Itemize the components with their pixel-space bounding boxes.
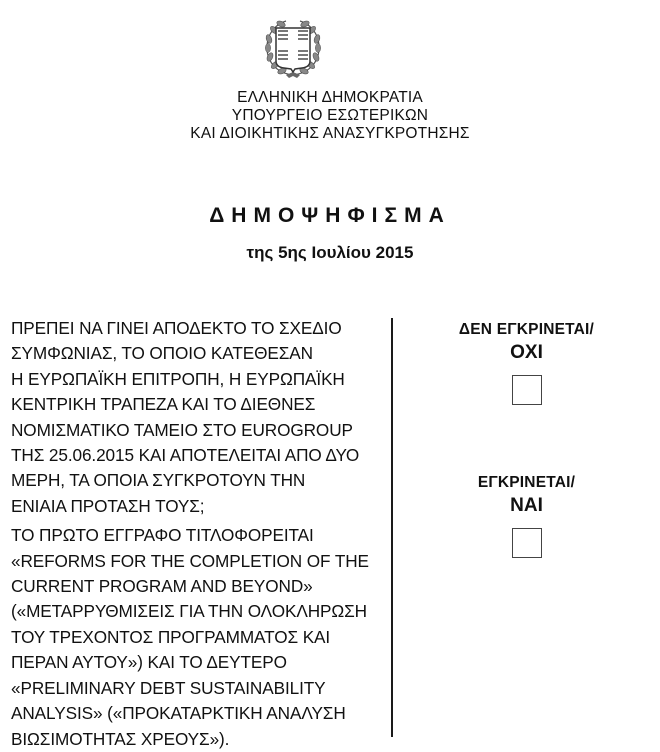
question-line: ΕΝΙΑΙΑ ΠΡΟΤΑΣΗ ΤΟΥΣ; <box>11 495 205 516</box>
ballot-title: ΔΗΜΟΨΗΦΙΣΜΑ <box>209 204 451 227</box>
question-line: ΒΙΩΣΙΜΟΤΗΤΑΣ ΧΡΕΟΥΣ»). <box>11 728 230 749</box>
question-line: ANALYSIS» («ΠΡΟΚΑΤΑΡΚΤΙΚΗ ΑΝΑΛΥΣΗ <box>11 703 346 724</box>
question-line: ΚΕΝΤΡΙΚΗ ΤΡΑΠΕΖΑ ΚΑΙ ΤΟ ΔΙΕΘΝΕΣ <box>11 394 316 415</box>
question-line: ΠΡΕΠΕΙ ΝΑ ΓΙΝΕΙ ΑΠΟΔΕΚΤΟ ΤΟ ΣΧΕΔΙΟ <box>11 318 342 338</box>
question-line: ΣΥΜΦΩΝΙΑΣ, ΤΟ ΟΠΟΙΟ ΚΑΤΕΘΕΣΑΝ <box>11 343 313 364</box>
header-line-republic: ΕΛΛΗΝΙΚΗ ΔΗΜΟΚΡΑΤΙΑ <box>237 89 423 106</box>
issuing-authority <box>0 89 660 143</box>
question-line: ΤΟ ΠΡΩΤΟ ΕΓΓΡΑΦΟ ΤΙΤΛΟΦΟΡΕΙΤΑΙ <box>11 525 314 546</box>
question-line: ΠΕΡΑΝ ΑΥΤΟΥ») ΚΑΙ ΤΟ ΔΕΥΤΕΡΟ <box>11 652 287 673</box>
question-line: CURRENT PROGRAM AND BEYOND» <box>11 576 313 597</box>
referendum-question <box>11 316 386 752</box>
option-no-answer: ΟΧΙ <box>510 342 543 363</box>
header-line-ministry-cont: ΚΑΙ ΔΙΟΙΚΗΤΙΚΗΣ ΑΝΑΣΥΓΚΡΟΤΗΣΗΣ <box>190 125 470 142</box>
option-yes <box>393 473 660 558</box>
option-no <box>393 320 660 405</box>
question-line: Η ΕΥΡΩΠΑΪΚΗ ΕΠΙΤΡΟΠΗ, Η ΕΥΡΩΠΑΪΚΗ <box>11 368 345 389</box>
option-no-label: ΔΕΝ ΕΓΚΡΙΝΕΤΑΙ/ <box>458 321 595 338</box>
coat-of-arms-icon <box>262 15 324 81</box>
question-line: ΝΟΜΙΣΜΑΤΙΚΟ ΤΑΜΕΙΟ ΣΤΟ EUROGROUP <box>11 419 353 440</box>
option-yes-label: ΕΓΚΡΙΝΕΤΑΙ/ <box>477 474 576 491</box>
option-yes-answer: ΝΑΙ <box>510 495 543 516</box>
question-line: «REFORMS FOR THE COMPLETION OF THE <box>11 550 369 571</box>
question-line: ΤΗΣ 25.06.2015 ΚΑΙ ΑΠΟΤΕΛΕΙΤΑΙ ΑΠΟ ΔΥΟ <box>11 445 360 466</box>
question-line: ΤΟΥ ΤΡΕΧΟΝΤΟΣ ΠΡΟΓΡΑΜΜΑΤΟΣ ΚΑΙ <box>11 626 331 647</box>
question-line: («ΜΕΤΑΡΡΥΘΜΙΣΕΙΣ ΓΙΑ ΤΗΝ ΟΛΟΚΛΗΡΩΣΗ <box>11 601 367 622</box>
ballot-date: της 5ης Ιουλίου 2015 <box>246 243 414 262</box>
option-yes-checkbox[interactable] <box>512 528 542 558</box>
header-line-ministry: ΥΠΟΥΡΓΕΙΟ ΕΣΩΤΕΡΙΚΩΝ <box>231 107 429 124</box>
option-no-checkbox[interactable] <box>512 375 542 405</box>
question-line: «PRELIMINARY DEBT SUSTAINABILITY <box>11 677 326 698</box>
question-line: ΜΕΡΗ, ΤΑ ΟΠΟΙΑ ΣΥΓΚΡΟΤΟΥΝ ΤΗΝ <box>11 470 306 491</box>
